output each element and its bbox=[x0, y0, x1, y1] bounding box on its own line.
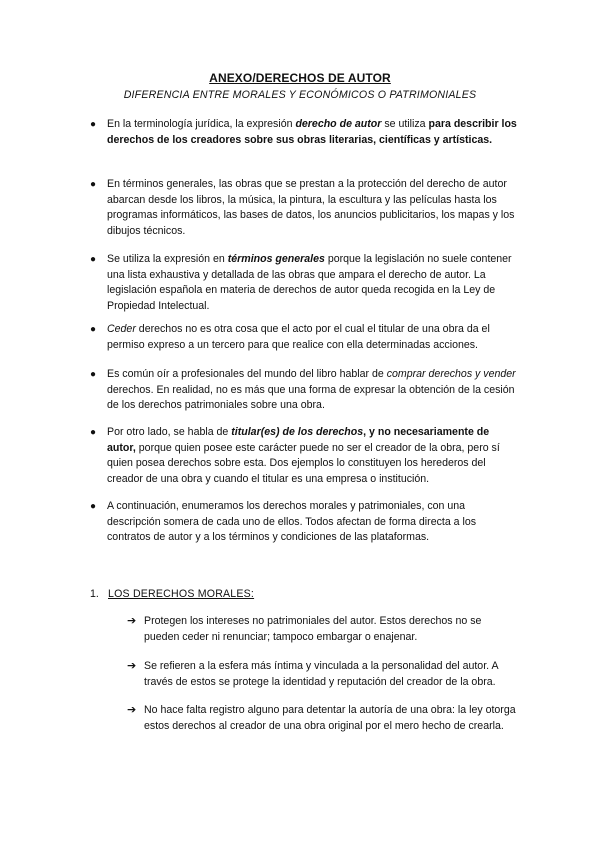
document-subtitle: DIFERENCIA ENTRE MORALES Y ECONÓMICOS O PATRIMONIALES bbox=[123, 89, 477, 101]
bullet-paragraph-2: ● En términos generales, las obras que se prestan a la protección del derecho de autor abarcan desde los libros, la música, la pintura, la escultura y las películas hasta los programas informáticos, las bases de datos, los anuncios publicitarios, los mapas y los dibujos técnicos. bbox=[90, 178, 515, 237]
bullet-dot-icon: ● bbox=[90, 324, 97, 335]
bullet-paragraph-5: ● Es común oír a profesionales del mundo del libro hablar de comprar derechos y vender derechos. En realidad, no es más que una forma de expresar la obtención de la cesión de los derechos patrimoniales sobre una obra. bbox=[90, 368, 516, 411]
arrow-right-icon: ➔ bbox=[127, 615, 137, 627]
section-number: 1. bbox=[90, 588, 99, 600]
arrow-list-item-3: ➔ No hace falta registro alguno para detentar la autoría de una obra: la ley otorga estos derechos al creador de una obra original por el mero hecho de crearla. bbox=[127, 704, 516, 732]
bullet-paragraph-4: ● Ceder derechos no es otra cosa que el acto por el cual el titular de una obra da el permiso expreso a un tercero para que realice con ella determinadas acciones. bbox=[90, 323, 490, 351]
arrow-list-item-1: ➔ Protegen los intereses no patrimoniales del autor. Estos derechos no se pueden ceder ni renunciar; tampoco embargar o enajenar. bbox=[127, 615, 482, 643]
document-title: ANEXO/DERECHOS DE AUTOR bbox=[209, 71, 391, 85]
bullet-paragraph-7: ● A continuación, enumeramos los derechos morales y patrimoniales, con una descripción somera de cada uno de ellos. Todos afectan de forma directa a los contratos de autor y a los términos y condiciones de las plataformas. bbox=[90, 500, 477, 543]
section-title: LOS DERECHOS MORALES: bbox=[108, 588, 255, 600]
bullet-dot-icon: ● bbox=[90, 254, 97, 265]
bullet-dot-icon: ● bbox=[90, 501, 97, 512]
bullet-paragraph-1: ● En la terminología jurídica, la expresión derecho de autor se utiliza para describir los derechos de los creadores sobre sus obras literarias, científicas y artísticas. bbox=[90, 118, 517, 146]
arrow-right-icon: ➔ bbox=[127, 660, 137, 672]
bullet-dot-icon: ● bbox=[90, 427, 97, 438]
bullet-dot-icon: ● bbox=[90, 119, 97, 130]
bullet-dot-icon: ● bbox=[90, 369, 97, 380]
bullet-dot-icon: ● bbox=[90, 179, 97, 190]
section-heading-1 bbox=[90, 587, 254, 603]
bullet-paragraph-3: ● Se utiliza la expresión en términos generales porque la legislación no suele contener una lista exhaustiva y detallada de las obras que ampara el derecho de autor. La legislación española en materia de derechos de autor queda recogida en la Ley de Propiedad Intelectual. bbox=[90, 253, 512, 312]
arrow-right-icon: ➔ bbox=[127, 704, 137, 716]
bullet-paragraph-6: ● Por otro lado, se habla de titular(es) de los derechos, y no necesariamente de autor, porque quien posee este carácter puede no ser el creador de la obra, pero sí quien posea derechos sobre esta. Dos ejemplos lo constituyen los herederos del creador de una obra y cuando el titular es una empresa o institución. bbox=[90, 426, 500, 485]
arrow-list-item-2: ➔ Se refieren a la esfera más íntima y vinculada a la personalidad del autor. A través de estos se protege la identidad y reputación del creador de la obra. bbox=[127, 660, 498, 688]
